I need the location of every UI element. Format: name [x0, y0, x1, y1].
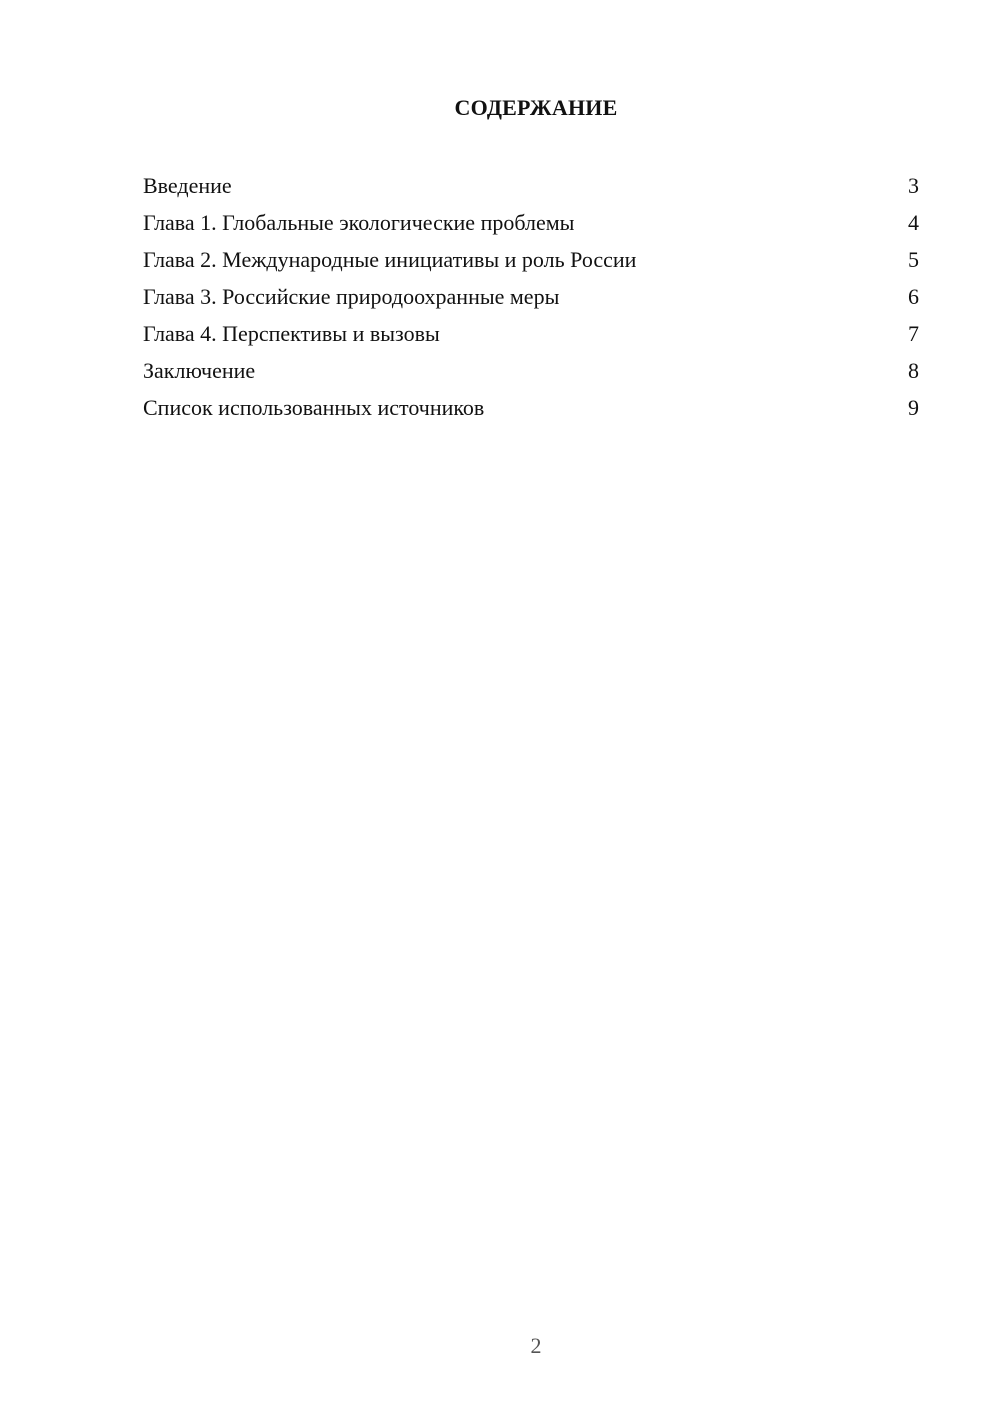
toc-item-label: Список использованных источников	[143, 395, 485, 420]
page-number: 2	[530, 1333, 542, 1358]
toc-item-label: Глава 4. Перспективы и вызовы	[143, 321, 440, 346]
toc-item-label: Глава 1. Глобальные экологические проблемы	[143, 210, 575, 235]
toc-item-page: 4	[908, 210, 919, 235]
toc-list	[143, 167, 919, 426]
toc-item-page: 9	[908, 395, 919, 420]
toc-item-chapter-3	[143, 278, 919, 315]
toc-item-conclusion	[143, 352, 919, 389]
toc-item-page: 3	[908, 173, 919, 198]
toc-item-introduction	[143, 167, 919, 204]
toc-item-chapter-2	[143, 241, 919, 278]
toc-item-label: Введение	[143, 173, 232, 198]
toc-item-page: 7	[908, 321, 919, 346]
toc-title: СОДЕРЖАНИЕ	[454, 95, 618, 120]
toc-item-label: Глава 3. Российские природоохранные меры	[143, 284, 560, 309]
toc-item-chapter-4	[143, 315, 919, 352]
toc-item-references	[143, 389, 919, 426]
toc-item-page: 8	[908, 358, 919, 383]
toc-item-chapter-1	[143, 204, 919, 241]
toc-item-label: Глава 2. Международные инициативы и роль России	[143, 247, 637, 272]
toc-item-label: Заключение	[143, 358, 256, 383]
toc-item-page: 5	[908, 247, 919, 272]
toc-item-page: 6	[908, 284, 919, 309]
